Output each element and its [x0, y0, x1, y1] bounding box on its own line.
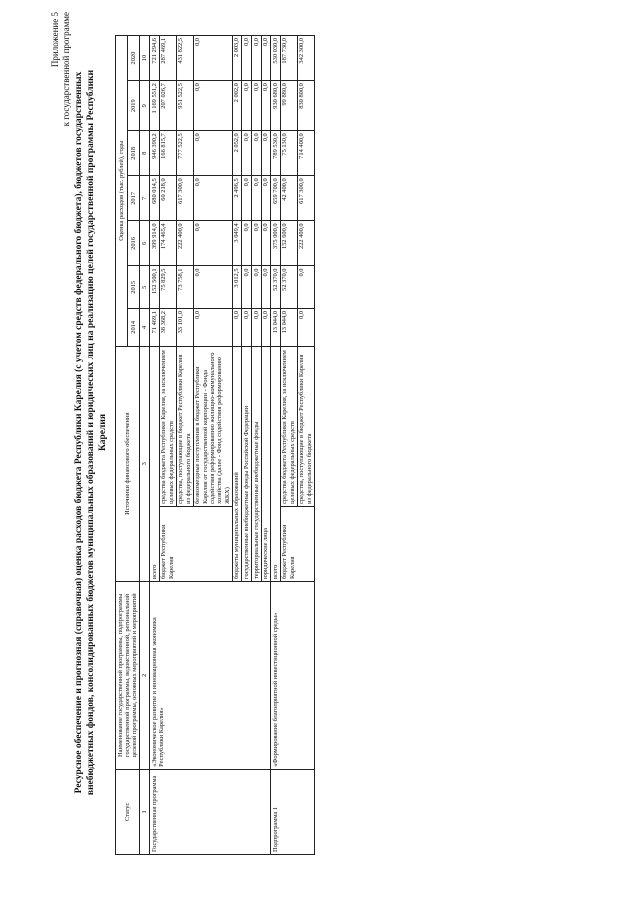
value-cell: 0,0	[297, 309, 314, 347]
source-cell: бюджеты муниципальных образований	[232, 346, 242, 581]
resources-table	[115, 35, 315, 855]
value-cell: 52 370,0	[280, 266, 297, 309]
value-cell: 152 500,1	[150, 266, 160, 309]
appendix-line-2: к государственной программе	[61, 12, 71, 127]
value-cell: 0,0	[252, 176, 262, 221]
value-cell: 73 758,1	[176, 266, 193, 309]
value-cell: 287 469,1	[159, 36, 176, 81]
header-year: 2017	[128, 176, 140, 221]
program-name-cell: «Формирование благоприятной инвестиционной среды»	[271, 582, 315, 770]
value-cell: 680 014,5	[150, 176, 160, 221]
value-cell: 0,0	[261, 309, 271, 347]
header-year: 2020	[128, 36, 140, 81]
value-cell: 617 300,0	[176, 176, 193, 221]
value-cell: 0,0	[261, 36, 271, 81]
value-cell: 530 030,0	[271, 36, 281, 81]
value-cell: 930 680,0	[271, 81, 281, 131]
value-cell: 830 800,0	[297, 81, 314, 131]
header-year: 2016	[128, 221, 140, 266]
value-cell: 2 003,0	[232, 36, 242, 81]
appendix-note	[50, 12, 72, 126]
value-cell: 617 300,0	[297, 176, 314, 221]
header-source: Источники финансового обеспечения	[116, 346, 140, 581]
column-number: 7	[140, 176, 150, 221]
value-cell: 75 130,0	[280, 131, 297, 176]
title-line-1: Ресурсное обеспечение и прогнозная (справочная) оценка расходов бюджета Республики Карелия (с учетом средств федерального бюджета), бюджетов государственных	[74, 71, 84, 794]
value-cell: 166 815,7	[159, 131, 176, 176]
value-cell: 2 052,0	[232, 131, 242, 176]
value-cell: 75 829,5	[159, 266, 176, 309]
value-cell: 152 600,0	[280, 221, 297, 266]
value-cell: 399 914,0	[150, 221, 160, 266]
value-cell: 0,0	[297, 266, 314, 309]
value-cell: 0,0	[261, 221, 271, 266]
column-number: 6	[140, 221, 150, 266]
value-cell: 0,0	[193, 221, 232, 266]
column-number: 10	[140, 36, 150, 81]
value-cell: 0,0	[193, 266, 232, 309]
value-cell: 60 218,0	[159, 176, 176, 221]
value-cell: 0,0	[242, 176, 252, 221]
value-cell: 3 012,5	[232, 266, 242, 309]
value-cell: 1 169 551,2	[150, 81, 160, 131]
value-cell: 659 700,0	[271, 176, 281, 221]
value-cell: 2 002,0	[232, 81, 242, 131]
source-cell: всего	[271, 346, 281, 581]
source-cell: территориальные государственные внебюджетные фонды	[252, 346, 262, 581]
value-cell: 187 730,0	[280, 36, 297, 81]
header-year: 2019	[128, 81, 140, 131]
header-year: 2018	[128, 131, 140, 176]
header-estimate: Оценка расходов (тыс. рублей), годы	[116, 36, 128, 347]
value-cell: 3 049,4	[232, 221, 242, 266]
source-cell: средства бюджета Республики Карелия, за исключением целевых федеральных средств	[280, 346, 297, 506]
value-cell: 42 400,0	[280, 176, 297, 221]
value-cell: 721 294,6	[150, 36, 160, 81]
source-main-cell: бюджет Республики Карелия	[159, 506, 232, 581]
value-cell: 789 530,0	[271, 131, 281, 176]
column-number: 4	[140, 309, 150, 347]
value-cell: 13 044,0	[271, 309, 281, 347]
value-cell: 0,0	[261, 176, 271, 221]
value-cell: 0,0	[242, 266, 252, 309]
value-cell: 342 300,0	[297, 36, 314, 81]
value-cell: 0,0	[261, 131, 271, 176]
appendix-line-1: Приложение 5	[50, 12, 60, 68]
source-cell: безвозмездные поступления в бюджет Республики Карелия от государственной корпорации - Фонда содействия реформированию жилищно-коммунального хозяйства (далее - Фонд содействия реформированию ЖКХ)	[193, 346, 232, 506]
value-cell: 0,0	[252, 309, 262, 347]
source-main-cell: бюджет Республики Карелия	[280, 506, 314, 581]
value-cell: 0,0	[242, 221, 252, 266]
document-title	[73, 60, 109, 805]
value-cell: 0,0	[232, 309, 242, 347]
value-cell: 0,0	[193, 176, 232, 221]
value-cell: 52 370,0	[271, 266, 281, 309]
value-cell: 2 496,5	[232, 176, 242, 221]
value-cell: 13 044,0	[280, 309, 297, 347]
value-cell: 0,0	[252, 131, 262, 176]
value-cell: 951 522,5	[176, 81, 193, 131]
value-cell: 0,0	[252, 266, 262, 309]
header-year: 2014	[128, 309, 140, 347]
column-number: 8	[140, 131, 150, 176]
value-cell: 714 400,0	[297, 131, 314, 176]
header-status: Статус	[116, 769, 140, 854]
program-name-cell: «Экономическое развитие и инновационная экономика Республики Карелия»	[150, 582, 271, 770]
value-cell: 0,0	[242, 131, 252, 176]
value-cell: 375 000,0	[271, 221, 281, 266]
column-number: 2	[140, 582, 150, 770]
value-cell: 207 026,7	[159, 81, 176, 131]
value-cell: 71 469,1	[150, 309, 160, 347]
source-cell: юридические лица	[261, 346, 271, 581]
value-cell: 946 390,2	[150, 131, 160, 176]
status-cell: Подпрограмма 1	[271, 769, 315, 854]
source-cell: средства, поступающие в бюджет Республики Карелия из федерального бюджета	[297, 346, 314, 506]
column-number: 3	[140, 346, 150, 581]
value-cell: 0,0	[252, 81, 262, 131]
value-cell: 0,0	[261, 266, 271, 309]
value-cell: 99 880,0	[280, 81, 297, 131]
value-cell: 0,0	[193, 36, 232, 81]
value-cell: 0,0	[242, 309, 252, 347]
table-row	[150, 36, 160, 855]
value-cell: 174 465,4	[159, 221, 176, 266]
value-cell: 222 400,0	[297, 221, 314, 266]
title-line-2: внебюджетных фондов, консолидированных бюджетов муниципальных образований и юридических лиц на реализацию целей государственной программы Республики Карелия	[86, 69, 108, 796]
value-cell: 33 101,0	[176, 309, 193, 347]
header-name: Наименование государственной программы, подпрограммы государственной программы, ведомственной, региональной целевой программы, основных мероприятий и мероприятий	[116, 582, 140, 770]
value-cell: 777 522,5	[176, 131, 193, 176]
status-cell: Государственная программа	[150, 769, 271, 854]
value-cell: 0,0	[193, 131, 232, 176]
column-number: 1	[140, 769, 150, 854]
source-cell: всего	[150, 346, 160, 581]
source-cell: государственные внебюджетные фонды Российской Федерации	[242, 346, 252, 581]
value-cell: 0,0	[242, 81, 252, 131]
source-cell: средства бюджета Республики Карелия, за исключением целевых федеральных средств	[159, 346, 176, 506]
value-cell: 0,0	[193, 309, 232, 347]
table-row	[271, 36, 281, 855]
value-cell: 222 400,0	[176, 221, 193, 266]
column-number: 5	[140, 266, 150, 309]
value-cell: 38 368,2	[159, 309, 176, 347]
table-body	[150, 36, 315, 855]
column-number: 9	[140, 81, 150, 131]
header-year: 2015	[128, 266, 140, 309]
source-cell: средства, поступающие в бюджет Республики Карелия из федерального бюджета	[176, 346, 193, 506]
value-cell: 0,0	[261, 81, 271, 131]
value-cell: 0,0	[252, 36, 262, 81]
value-cell: 0,0	[242, 36, 252, 81]
value-cell: 431 822,5	[176, 36, 193, 81]
value-cell: 0,0	[252, 221, 262, 266]
value-cell: 0,0	[193, 81, 232, 131]
